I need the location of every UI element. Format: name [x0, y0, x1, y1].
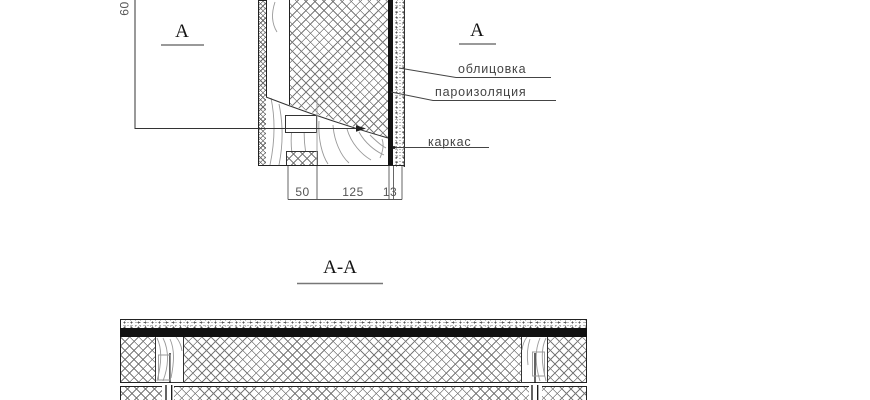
section-title: А-А: [323, 257, 357, 278]
fastener-strip-left: [162, 386, 174, 400]
fastener-strip-right: [529, 386, 542, 400]
insulation-hatch-region: [289, 0, 388, 166]
insulation-band-section: [120, 337, 587, 383]
callout-vapor-barrier: пароизоляция: [435, 85, 527, 99]
frame-batten-section: [285, 115, 317, 133]
callout-cladding: облицовка: [458, 62, 527, 76]
dimension-125: 125: [342, 185, 364, 199]
stud-section-left: [155, 337, 184, 383]
stud-section-right: [521, 337, 548, 383]
cladding-band-section: [120, 319, 587, 328]
cladding-band-detail: [393, 0, 405, 167]
section-letter-left: А: [175, 21, 189, 42]
base-wall-band: [120, 386, 587, 400]
vertical-dimension-60: 60: [117, 1, 132, 16]
detail-bottom-edge-line: [258, 165, 405, 166]
dimension-13: 13: [382, 185, 398, 199]
dimension-50: 50: [295, 185, 310, 199]
inner-lining-strip: [258, 0, 267, 166]
insulation-pocket-section: [286, 151, 318, 165]
callout-frame: каркас: [428, 135, 472, 149]
section-letter-right: А: [470, 20, 484, 41]
vapor-barrier-band-section: [120, 328, 587, 337]
